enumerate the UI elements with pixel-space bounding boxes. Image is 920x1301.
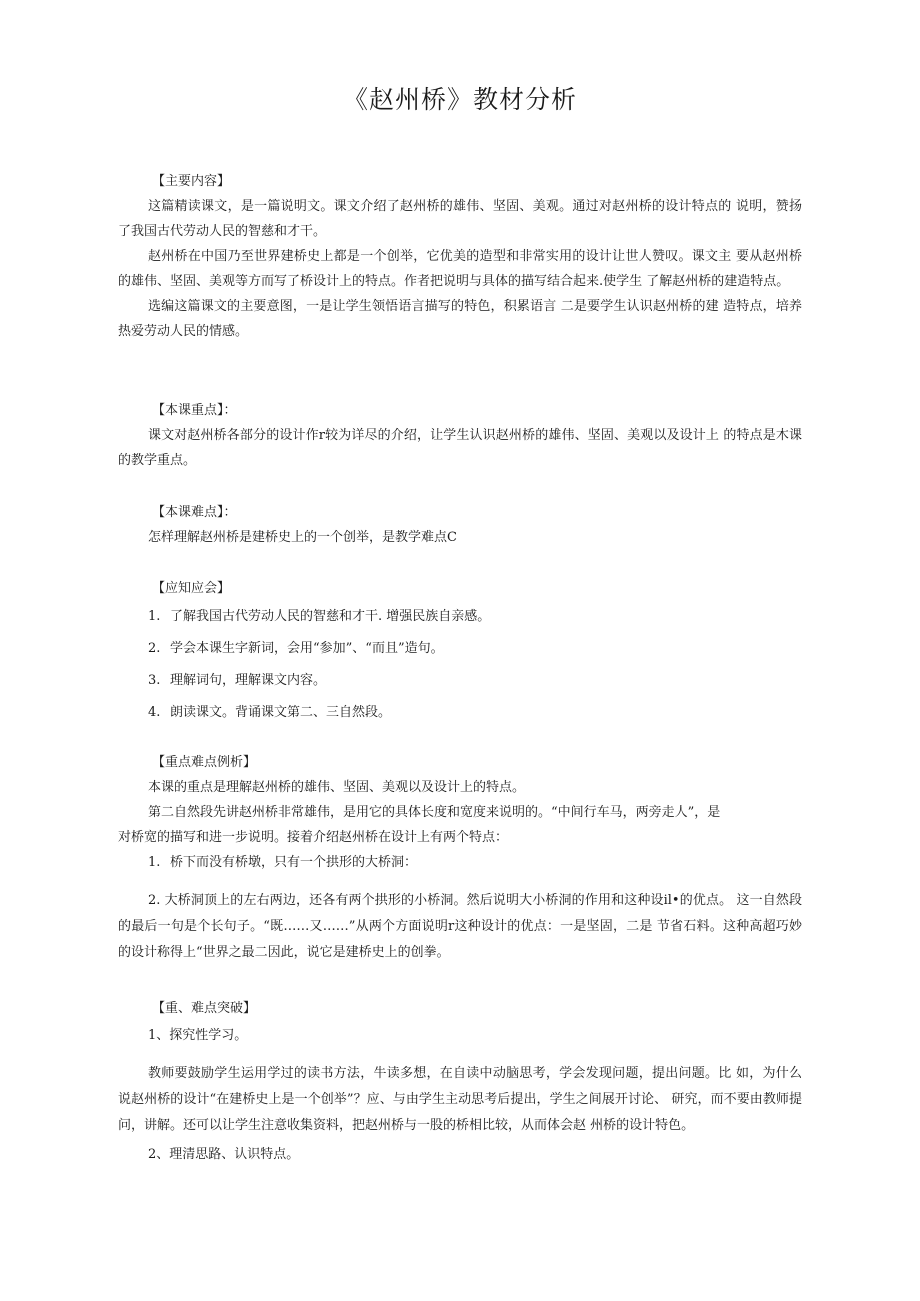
paragraph: 怎样理解赵州桥是建桥史上的一个创举，是教学难点C <box>148 530 457 545</box>
list-item <box>118 604 802 629</box>
section-breakthrough <box>118 996 802 1167</box>
list-text: 学会本课生字新词，会用“参加”、“而且”造句。 <box>170 641 444 656</box>
list-text: 朗读课文。背诵课文第二、三自然段。 <box>170 705 392 720</box>
list-text: 了解我国古代劳动人民的智慈和才干. 增强民族自亲感。 <box>170 609 491 624</box>
paragraph: 教师要鼓励学生运用学过的读书方法，牛读多想，在自读中动脑思考，学会发现问题，提出问题。比 如，为什么说赵州桥的设计“在建桥史上是一个创举”？应、与由学生主动思考后提出，学生之间展开讨论、 研究，而不要由教师提问，讲解。还可以让学生注意收集资料，把赵州桥与一股的桥相比较，从而体会赵 州桥的设计特色。 <box>118 1066 802 1133</box>
paragraph: 这篇精读课文，是一篇说明文。课文介绍了赵州桥的雄伟、坚固、美观。通过对赵州桥的设计特点的 说明，赞扬了我国古代劳动人民的智慈和才干。 <box>118 199 802 239</box>
list-number: 2. <box>148 641 161 656</box>
list-text: 理解词句，理解课文内容。 <box>170 673 327 688</box>
list-item <box>118 668 802 693</box>
paragraph: 课文对赵州桥各部分的设计作r较为详尽的介绍，让学生认识赵州桥的雄伟、坚固、美观以及设计上 的特点是木课的教学重点。 <box>118 428 802 468</box>
list-number: 3. <box>148 673 161 688</box>
section-difficulties <box>118 500 802 550</box>
page-title: 《赵州桥》教材分析 <box>342 85 577 114</box>
section-heading: 【本课重点】： <box>152 403 237 418</box>
paragraph-line: 第二自然段先讲赵州桥非常雄伟，是用它的具体长度和宽度来说明的。“中间行车马，两旁走人”，是 <box>148 805 721 820</box>
paragraph: 赵州桥在中国乃至世界建桥史上都是一个创举，它优美的造型和非常实用的设计让世人赞叹。课文主 要从赵州桥的雄伟、坚固、美观等方而写了桥设计上的特点。作者把说明与具体的描写结合起来.使学生 了解赵州桥的建造特点。 <box>118 249 802 289</box>
section-heading: 【重、难点突破】 <box>152 1001 257 1016</box>
section-should-know <box>118 576 802 725</box>
section-key-points <box>118 398 802 473</box>
section-main-content <box>118 169 802 344</box>
paragraph: 2. 大桥洞顶上的左右两边，还各有两个拱形的小桥洞。然后说明大小桥洞的作用和这种设il•的优点。 这一自然段的最后一句是个长句子。“既……又……”从两个方面说明r这种设计的优点：一是坚固，二是 节省石料。这种高超巧妙的设计称得上“世界之最二因此，说它是建桥史上的创拳。 <box>118 893 802 960</box>
paragraph: 本课的重点是理解赵州桥的雄伟、坚固、美观以及设计上的特点。 <box>148 780 526 795</box>
list-number: 1. <box>148 855 161 870</box>
list-item <box>118 850 802 875</box>
list-item <box>118 636 802 661</box>
list-text: 桥下而没有桥墩，只有一个拱形的大桥洞： <box>170 855 418 870</box>
list-number: 1. <box>148 609 161 624</box>
section-analysis <box>118 750 802 966</box>
sub-heading: 2、理清思路、认识特点。 <box>148 1147 300 1162</box>
section-heading: 【主要内容】 <box>152 174 231 189</box>
sub-heading: 1、探究性学习。 <box>148 1028 248 1043</box>
list-item <box>118 700 802 725</box>
section-heading: 【本课难点】： <box>152 505 237 520</box>
paragraph-line: 对桥宽的描写和进一步说明。接着介绍赵州桥在设计上有两个特点： <box>118 830 509 845</box>
list-number: 4. <box>148 705 161 720</box>
section-heading: 【重点难点例析】 <box>152 755 257 770</box>
section-heading: 【应知应会】 <box>152 581 231 596</box>
paragraph: 选编这篇课文的主要意图，一是让学生领悟语言描写的特色，积累语言 二是要学生认识赵州桥的建 造特点，培养热爱劳动人民的情感。 <box>118 299 802 339</box>
